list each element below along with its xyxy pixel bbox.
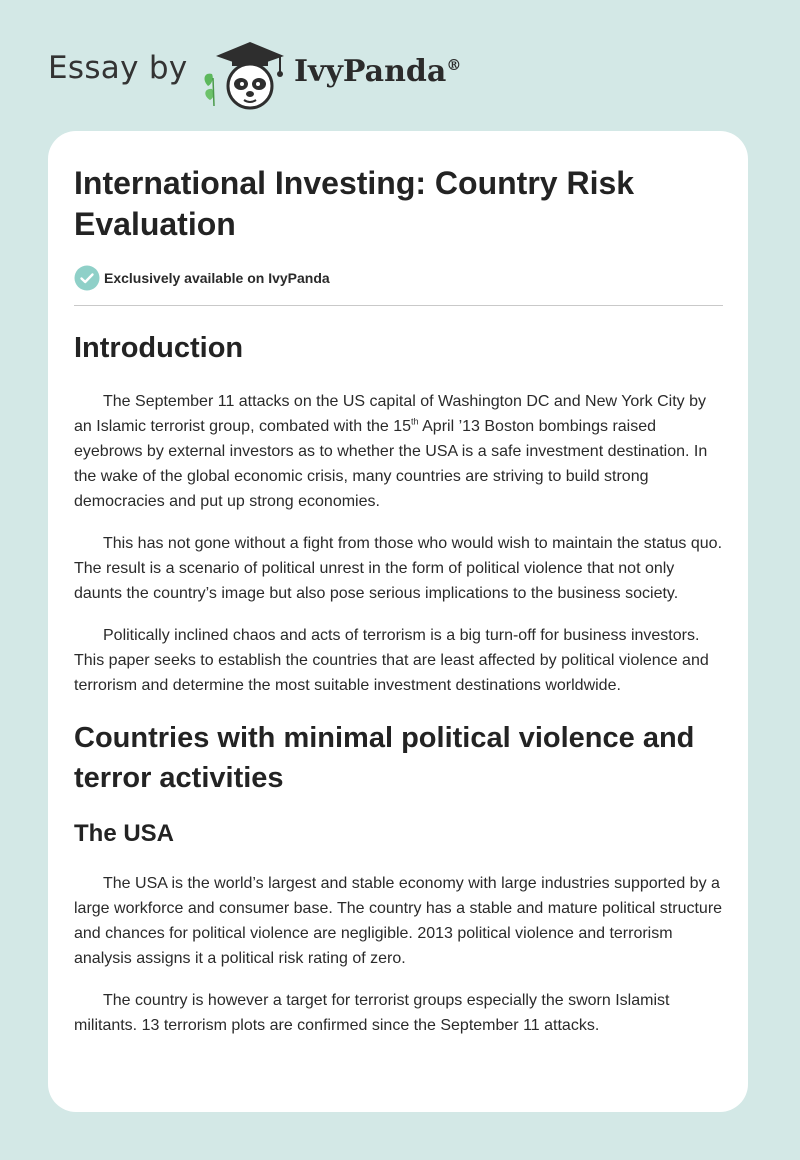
ivy-leaf-icon xyxy=(205,74,214,106)
brand-name: IvyPanda® xyxy=(294,54,462,89)
badge-text: Exclusively available on IvyPanda xyxy=(104,270,330,286)
paragraph: The USA is the world’s largest and stable economy with large industries supported by a large workforce and consumer base. The country has a stable and mature political structure and chances for political violence are negligible. 2013 political violence and terrorism analysis assigns it a political risk rating of zero. xyxy=(74,875,723,967)
section-heading-introduction: Introduction xyxy=(74,332,244,364)
panda-graduation-cap-icon xyxy=(200,34,290,112)
exclusive-badge xyxy=(74,264,724,292)
paragraph: The country is however a target for terrorist groups especially the sworn Islamist militants. 13 terrorism plots are confirmed since the September 11 attacks. xyxy=(74,992,670,1034)
paragraph: This has not gone without a fight from those who would wish to maintain the status quo. The result is a scenario of political unrest in the form of political violence that not only daunts the country’s image but also pose serious implications to the business society. xyxy=(74,535,723,602)
paragraph: Politically inclined chaos and acts of terrorism is a big turn-off for business investors. This paper seeks to establish the countries that are least affected by political violence and terrorism and determine the most suitable investment destinations worldwide. xyxy=(74,627,709,694)
section-heading-minimal-violence: Countries with minimal political violence and terror activities xyxy=(74,722,695,794)
subsection-heading-usa: The USA xyxy=(74,820,175,847)
check-circle-icon xyxy=(74,265,100,291)
divider xyxy=(74,305,723,306)
paragraph: The September 11 attacks on the US capital of Washington DC and New York City by an Islamic terrorist group, combated with the 15th April ’13 Boston bombings raised eyebrows by external investors as to whether the USA is a safe investment destination. In the wake of the global economic crisis, many countries are striving to build strong democracies and put up strong economies. xyxy=(74,393,708,510)
brand-prefix: Essay by xyxy=(48,50,188,86)
article-title: International Investing: Country Risk Evaluation xyxy=(74,165,635,242)
brand-header[interactable] xyxy=(48,32,468,112)
article-card xyxy=(48,131,748,1112)
